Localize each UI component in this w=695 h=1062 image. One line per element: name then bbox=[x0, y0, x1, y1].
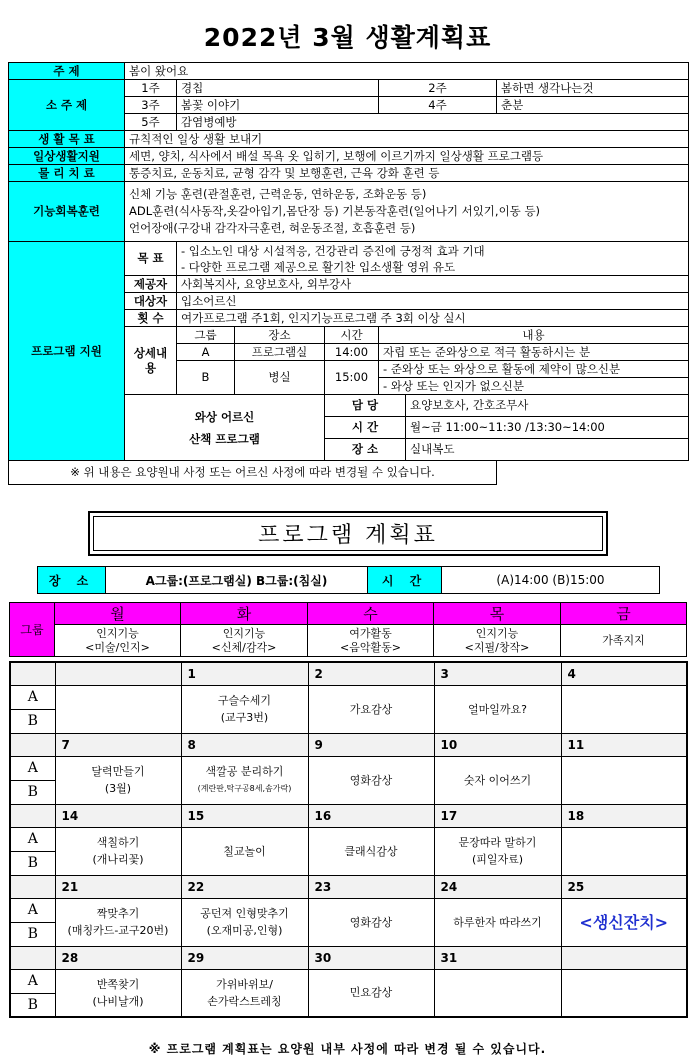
purpose-line: - 다양한 프로그램 제공으로 활기찬 입소생활 영위 유도 bbox=[181, 259, 456, 274]
activity-cell bbox=[55, 969, 181, 1017]
date-number: 7 bbox=[55, 733, 181, 756]
rehab-value bbox=[125, 182, 689, 242]
count-label: 횟 수 bbox=[125, 310, 177, 327]
date-number: 22 bbox=[181, 875, 308, 898]
date-row-group-cell bbox=[10, 875, 55, 898]
program-title-box bbox=[88, 511, 608, 556]
date-number: 8 bbox=[181, 733, 308, 756]
activity-cell bbox=[308, 898, 434, 946]
provider-label: 제공자 bbox=[125, 276, 177, 293]
activity-name: 숫자 이어쓰기 bbox=[463, 773, 532, 787]
date-number bbox=[55, 662, 181, 685]
date-number: 1 bbox=[181, 662, 308, 685]
group-b-label: B bbox=[10, 851, 55, 875]
info-time-label: 시 간 bbox=[368, 567, 442, 593]
activity-name: 달력만들기 bbox=[91, 765, 145, 778]
detail-header-content: 내용 bbox=[379, 327, 689, 344]
activity-detail: (매칭카드-교구20번) bbox=[67, 924, 169, 937]
activity-cell bbox=[181, 969, 308, 1017]
day-category: 가족지지 bbox=[602, 633, 645, 647]
activity-detail: (나비날개) bbox=[92, 994, 144, 1008]
day-activity-type: <지필/창작> bbox=[464, 640, 530, 654]
activity-name: 칠교놀이 bbox=[223, 844, 266, 858]
activity-cell bbox=[181, 898, 308, 946]
day-subheader bbox=[308, 625, 434, 657]
target-label: 대상자 bbox=[125, 293, 177, 310]
program-support-label: 프로그램 지원 bbox=[9, 242, 125, 461]
day-header-wed: 수 bbox=[308, 603, 434, 625]
group-b-place: 병실 bbox=[235, 361, 325, 395]
group-a-place: 프로그램실 bbox=[235, 344, 325, 361]
activity-name: 구슬수세기 bbox=[217, 694, 272, 707]
day-activity-type: <음악활동> bbox=[340, 640, 401, 654]
date-number: 31 bbox=[434, 946, 561, 969]
activity-cell bbox=[308, 685, 434, 733]
date-number: 3 bbox=[434, 662, 561, 685]
purpose-line: - 입소노인 대상 시설적응, 건강관리 증진에 긍정적 효과 기대 bbox=[181, 243, 485, 258]
activity-detail: (교구3번) bbox=[220, 711, 269, 724]
group-b-cell: B bbox=[177, 361, 235, 395]
date-number: 17 bbox=[434, 804, 561, 827]
detail-header-time: 시간 bbox=[325, 327, 379, 344]
date-number: 24 bbox=[434, 875, 561, 898]
detail-label: 상세내용 bbox=[125, 327, 177, 395]
day-subheader bbox=[55, 625, 181, 657]
footnote: ※ 프로그램 계획표는 요양원 내부 사정에 따라 변경 될 수 있습니다. bbox=[148, 1042, 547, 1056]
date-number: 25 bbox=[561, 875, 687, 898]
week-topic: 봄꽃 이야기 bbox=[177, 97, 379, 114]
activity-name: 문장따라 말하기 bbox=[458, 836, 537, 849]
group-b-label: B bbox=[10, 780, 55, 804]
activity-row bbox=[10, 827, 687, 851]
detail-header-place: 장소 bbox=[235, 327, 325, 344]
activity-name: <생신잔치> bbox=[579, 912, 669, 932]
week-label: 5주 bbox=[125, 114, 177, 131]
activity-cell bbox=[308, 969, 434, 1017]
group-a-cell: A bbox=[177, 344, 235, 361]
adl-label: 일상생활지원 bbox=[9, 148, 125, 165]
activity-cell bbox=[561, 756, 687, 804]
staff-label: 담 당 bbox=[325, 395, 406, 417]
week-label: 2주 bbox=[379, 80, 497, 97]
info-time-value: (A)14:00 (B)15:00 bbox=[496, 573, 605, 587]
activity-cell bbox=[561, 827, 687, 875]
activity-row bbox=[10, 969, 687, 993]
activity-detail: (피일자료) bbox=[471, 853, 524, 866]
bed-program-line-1: 와상 어르신 bbox=[194, 409, 255, 424]
activity-name: 영화감상 bbox=[349, 915, 393, 929]
day-subheader bbox=[434, 625, 561, 657]
rehab-line: 신체 기능 훈련(관절훈련, 근력운동, 연하운동, 조화운동 등) bbox=[129, 187, 427, 201]
date-number: 16 bbox=[308, 804, 434, 827]
date-number: 4 bbox=[561, 662, 687, 685]
day-category: 인지기능 bbox=[96, 626, 139, 640]
group-b-content-2: - 와상 또는 인지가 없으신분 bbox=[379, 378, 689, 395]
week-topic: 감염병예방 bbox=[177, 114, 689, 131]
rehab-label: 기능회복훈련 bbox=[9, 182, 125, 242]
day-category: 인지기능 bbox=[475, 626, 519, 640]
bed-program-label bbox=[125, 395, 325, 461]
rehab-line: 언어장애(구강내 감각자극훈련, 혀운동조절, 호흡훈련 등) bbox=[129, 221, 416, 235]
date-number: 18 bbox=[561, 804, 687, 827]
goal-value: 규칙적인 일상 생활 보내기 bbox=[125, 131, 689, 148]
activity-cell bbox=[55, 898, 181, 946]
count-value: 여가프로그램 주1회, 인지기능프로그램 주 3회 이상 실시 bbox=[177, 310, 689, 327]
detail-header-group: 그룹 bbox=[177, 327, 235, 344]
activity-detail: (오재미공,인형) bbox=[206, 924, 283, 937]
group-b-time: 15:00 bbox=[325, 361, 379, 395]
day-subheader bbox=[561, 625, 687, 657]
adl-value: 세면, 양치, 식사에서 배설 목욕 옷 입히기, 보행에 이르기까지 일상생활 프로그램등 bbox=[125, 148, 689, 165]
staff-value: 요양보호사, 간호조무사 bbox=[406, 395, 689, 417]
info-place-label: 장 소 bbox=[38, 567, 106, 593]
activity-name: 가요감상 bbox=[349, 702, 393, 716]
activity-name: 영화감상 bbox=[349, 773, 393, 787]
group-a-time: 14:00 bbox=[325, 344, 379, 361]
purpose-value bbox=[177, 242, 689, 276]
date-number: 15 bbox=[181, 804, 308, 827]
activity-row bbox=[10, 756, 687, 780]
day-category: 인지기능 bbox=[222, 626, 266, 640]
activity-cell bbox=[434, 969, 561, 1017]
activity-row bbox=[10, 685, 687, 709]
activity-cell bbox=[181, 685, 308, 733]
week-label: 1주 bbox=[125, 80, 177, 97]
goal-label: 생 활 목 표 bbox=[9, 131, 125, 148]
activity-name: 얼마일까요? bbox=[468, 702, 527, 716]
day-header-mon: 월 bbox=[55, 603, 181, 625]
day-category: 여가활동 bbox=[349, 626, 392, 640]
day-activity-type: <신체/감각> bbox=[211, 640, 277, 654]
date-number: 29 bbox=[181, 946, 308, 969]
group-b-label: B bbox=[10, 922, 55, 946]
activity-cell bbox=[434, 898, 561, 946]
activity-detail: (개나리꽃) bbox=[92, 853, 144, 866]
date-row-group-cell bbox=[10, 662, 55, 685]
physio-label: 물 리 치 료 bbox=[9, 165, 125, 182]
activity-name: 클래식감상 bbox=[344, 844, 398, 858]
rehab-line: ADL훈련(식사동작,옷갈아입기,몸단장 등) 기본동작훈련(일어나기 서있기,이동 등) bbox=[129, 204, 541, 218]
day-header-thu: 목 bbox=[434, 603, 561, 625]
group-header: 그룹 bbox=[10, 603, 55, 657]
group-a-label: A bbox=[10, 969, 55, 993]
day-header-fri: 금 bbox=[561, 603, 687, 625]
activity-cell bbox=[55, 827, 181, 875]
date-number: 10 bbox=[434, 733, 561, 756]
activity-name: 색칠하기 bbox=[96, 836, 140, 849]
date-row-group-cell bbox=[10, 946, 55, 969]
program-info-bar bbox=[37, 566, 660, 594]
date-row bbox=[10, 804, 687, 827]
time-value: 월~금 11:00~11:30 /13:30~14:00 bbox=[406, 417, 689, 439]
group-a-label: A bbox=[10, 756, 55, 780]
date-number: 21 bbox=[55, 875, 181, 898]
activity-name: 짝맞추기 bbox=[96, 907, 140, 920]
activity-name: 공던져 인형맞추기 bbox=[200, 907, 289, 920]
week-topic: 경칩 bbox=[177, 80, 379, 97]
provider-value: 사회복지사, 요양보호사, 외부강사 bbox=[177, 276, 689, 293]
program-title: 프로그램 계획표 bbox=[258, 523, 438, 548]
week-topic: 봄하면 생각나는것 bbox=[497, 80, 689, 97]
activity-name: 반쪽찾기 bbox=[96, 977, 140, 991]
program-calendar bbox=[9, 661, 688, 1018]
day-header-tue: 화 bbox=[181, 603, 308, 625]
subtheme-label: 소 주 제 bbox=[9, 80, 125, 131]
page-title: 2022년 3월 생활계획표 bbox=[203, 23, 492, 52]
activity-cell bbox=[181, 756, 308, 804]
date-row-group-cell bbox=[10, 733, 55, 756]
date-row bbox=[10, 875, 687, 898]
info-place-value: A그룹:(프로그램실) B그룹:(침실) bbox=[106, 567, 368, 593]
group-a-label: A bbox=[10, 685, 55, 709]
date-number bbox=[561, 946, 687, 969]
group-a-label: A bbox=[10, 827, 55, 851]
activity-detail: (계란판,탁구공8세,솜가락) bbox=[197, 784, 292, 793]
group-a-content: 자립 또는 준와상으로 적극 활동하시는 분 bbox=[379, 344, 689, 361]
activity-name: 가위바위보/ bbox=[216, 977, 273, 991]
date-number: 30 bbox=[308, 946, 434, 969]
activity-cell bbox=[561, 969, 687, 1017]
date-number: 14 bbox=[55, 804, 181, 827]
activity-cell bbox=[434, 756, 561, 804]
date-row-group-cell bbox=[10, 804, 55, 827]
date-row bbox=[10, 733, 687, 756]
place-label: 장 소 bbox=[325, 439, 406, 461]
activity-cell bbox=[181, 827, 308, 875]
date-number: 9 bbox=[308, 733, 434, 756]
week-label: 3주 bbox=[125, 97, 177, 114]
date-row bbox=[10, 946, 687, 969]
day-subheader bbox=[181, 625, 308, 657]
calendar-header bbox=[9, 602, 687, 657]
activity-name: 하루한자 따라쓰기 bbox=[453, 915, 542, 929]
group-b-content-1: - 준와상 또는 와상으로 활동에 제약이 많으신분 bbox=[379, 361, 689, 378]
activity-cell bbox=[561, 898, 687, 946]
physio-value: 통증치료, 운동치료, 균형 감각 및 보행훈련, 근육 강화 훈련 등 bbox=[125, 165, 689, 182]
purpose-label: 목 표 bbox=[125, 242, 177, 276]
activity-cell bbox=[434, 827, 561, 875]
activity-detail: (3월) bbox=[104, 782, 132, 795]
date-number: 2 bbox=[308, 662, 434, 685]
place-value: 실내복도 bbox=[406, 439, 689, 461]
week-topic: 춘분 bbox=[497, 97, 689, 114]
activity-detail: 손가락스트레칭 bbox=[207, 994, 282, 1008]
activity-name: 민요감상 bbox=[349, 986, 393, 1000]
bed-program-line-2: 산책 프로그램 bbox=[189, 431, 260, 446]
theme-value: 봄이 왔어요 bbox=[125, 63, 689, 80]
theme-label: 주 제 bbox=[9, 63, 125, 80]
activity-cell bbox=[561, 685, 687, 733]
plan-note: ※ 위 내용은 요양원내 사정 또는 어르신 사정에 따라 변경될 수 있습니다. bbox=[9, 461, 497, 485]
activity-cell bbox=[55, 756, 181, 804]
activity-cell bbox=[308, 827, 434, 875]
time-label: 시 간 bbox=[325, 417, 406, 439]
activity-row bbox=[10, 898, 687, 922]
group-b-label: B bbox=[10, 709, 55, 733]
activity-cell bbox=[55, 685, 181, 733]
group-a-label: A bbox=[10, 898, 55, 922]
activity-cell bbox=[308, 756, 434, 804]
activity-cell bbox=[434, 685, 561, 733]
day-activity-type: <미술/인지> bbox=[85, 640, 150, 654]
group-b-label: B bbox=[10, 993, 55, 1017]
week-label: 4주 bbox=[379, 97, 497, 114]
life-plan-table bbox=[8, 62, 689, 485]
date-number: 28 bbox=[55, 946, 181, 969]
activity-name: 색깔공 분리하기 bbox=[205, 765, 284, 778]
target-value: 입소어르신 bbox=[177, 293, 689, 310]
date-row bbox=[10, 662, 687, 685]
date-number: 23 bbox=[308, 875, 434, 898]
date-number: 11 bbox=[561, 733, 687, 756]
